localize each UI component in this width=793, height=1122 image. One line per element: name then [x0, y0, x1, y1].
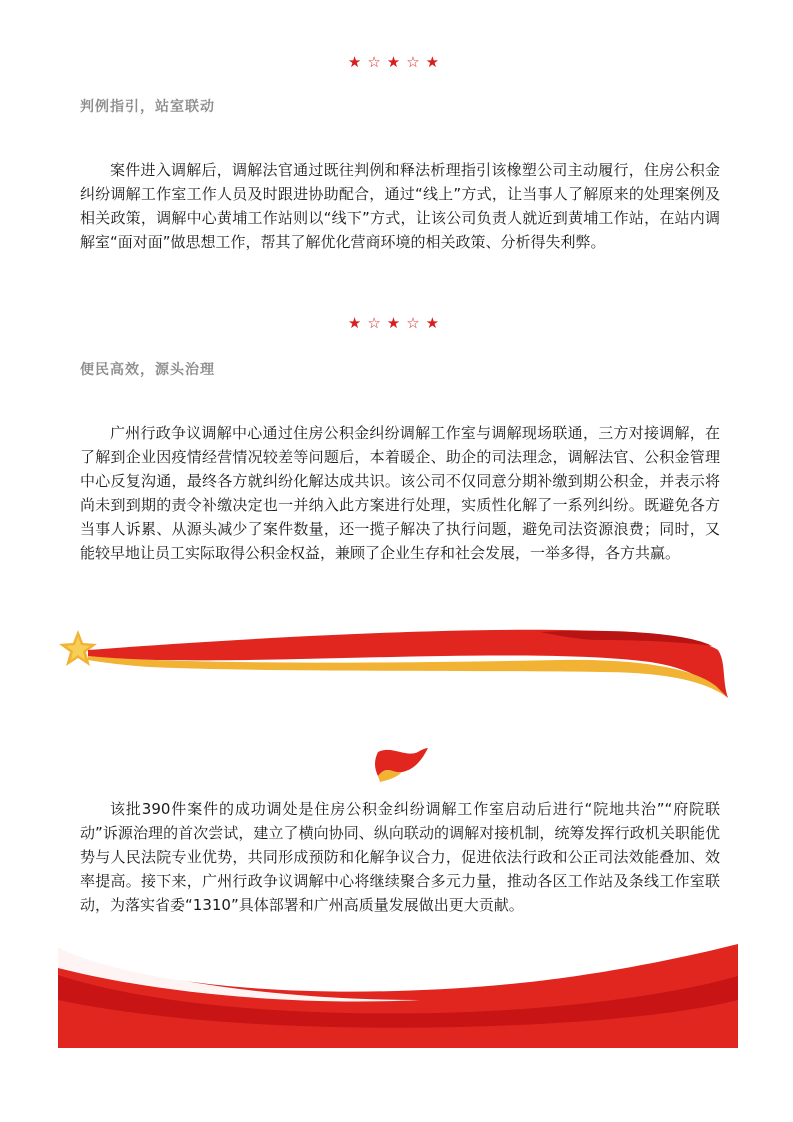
- section-title-precedent: 判例指引，站室联动: [80, 99, 215, 115]
- star-divider-middle: [0, 314, 793, 332]
- gold-star-icon: [59, 630, 97, 666]
- star-outline-icon: ☆: [406, 53, 426, 71]
- star-icon: ★: [347, 53, 368, 71]
- section-title-source-governance: 便民高效，源头治理: [80, 362, 215, 378]
- star-icon: ★: [425, 53, 446, 71]
- star-icon: ★: [347, 314, 368, 332]
- star-outline-icon: ☆: [367, 53, 387, 71]
- paragraph-conclusion: 该批390件案件的成功调处是住房公积金纠纷调解工作室启动后进行“院地共治”“府院联动”诉源治理的首次尝试，建立了横向协同、纵向联动的调解对接机制，统筹发挥行政机关职能优势与人民法院专业优势，共同形成预防和化解争议合力，促进依法行政和公正司法效能叠加、效率提高。接下来，广州行政争议调解中心将继续聚合多元力量，推动各区工作站及条线工作室联动，为落实省委“1310”具体部署和广州高质量发展做出更大贡献。: [80, 800, 720, 914]
- star-divider-top: [0, 53, 793, 71]
- bottom-wave-banner-icon: [58, 944, 738, 1048]
- star-icon: ★: [386, 53, 407, 71]
- red-ribbon-icon: [88, 630, 728, 698]
- star-icon: ★: [425, 314, 446, 332]
- paragraph-precedent: 案件进入调解后，调解法官通过既往判例和释法析理指引该橡塑公司主动履行，住房公积金纠纷调解工作室工作人员及时跟进协助配合，通过“线上”方式，让当事人了解原来的处理案例及相关政策，调解中心黄埔工作站则以“线下”方式，让该公司负责人就近到黄埔工作站，在站内调解室“面对面”做思想工作，帮其了解优化营商环境的相关政策、分析得失利弊。: [80, 161, 720, 251]
- paragraph-source-governance: 广州行政争议调解中心通过住房公积金纠纷调解工作室与调解现场联通，三方对接调解，在了解到企业因疫情经营情况较差等问题后，本着暖企、助企的司法理念，调解法官、公积金管理中心反复沟通，最终各方就纠纷化解达成共识。该公司不仅同意分期补缴到期公积金，并表示将尚未到到期的责令补缴决定也一并纳入此方案进行处理，实质性化解了一系列纠纷。既避免各方当事人诉累、从源头减少了案件数量，还一揽子解决了执行问题，避免司法资源浪费；同时，又能较早地让员工实际取得公积金权益，兼顾了企业生存和社会发展，一举多得，各方共赢。: [80, 424, 720, 562]
- flag-icon: [375, 748, 428, 782]
- star-icon: ★: [386, 314, 407, 332]
- star-outline-icon: ☆: [367, 314, 387, 332]
- star-outline-icon: ☆: [406, 314, 426, 332]
